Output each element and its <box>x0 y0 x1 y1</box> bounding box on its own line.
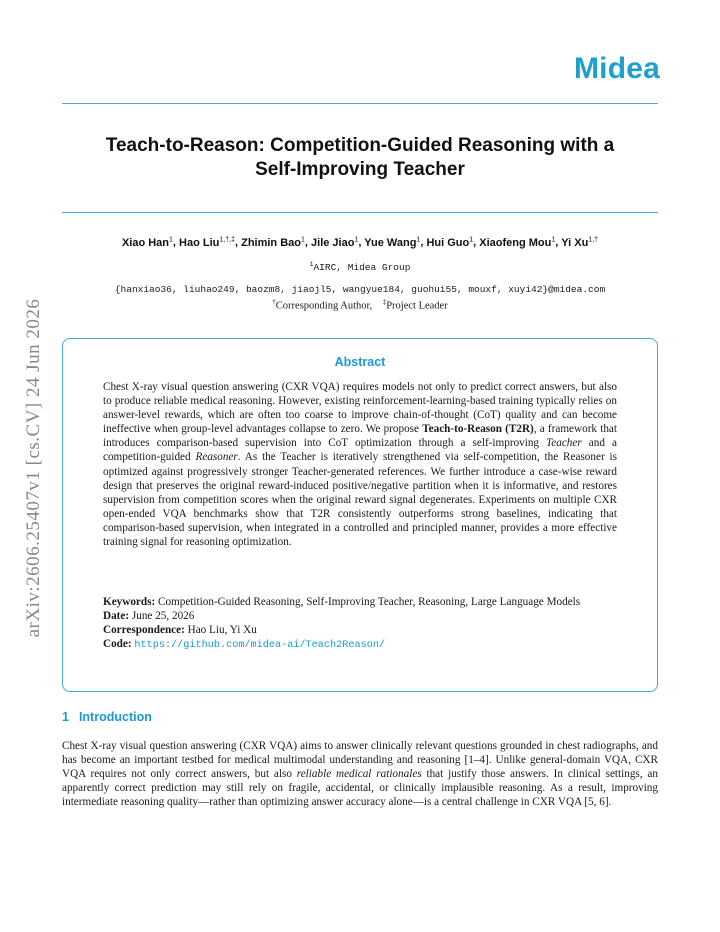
title-line-2: Self-Improving Teacher <box>255 159 465 180</box>
date: Date: June 25, 2026 <box>103 610 195 623</box>
title-line-1: Teach-to-Reason: Competition-Guided Reasoning with a <box>105 135 615 156</box>
author: Zhimin Bao$^1$ <box>241 236 305 249</box>
author: Hao Liu$^{1,\dagger,\ddagger}$ <box>179 236 235 249</box>
author-list: Xiao Han$^1$, Hao Liu$^{1,\dagger,\ddagger}$, Zhimin Bao$^1$, Jile Jiao$^1$, Yue Wang$^1$, Hui Guo$^1$, Xiaofeng Mou$^1$, Yi $Xu^{1,\dagger}$ <box>121 236 599 249</box>
abstract-metadata <box>103 595 617 653</box>
code-link[interactable]: https://github.com/midea-ai/Teach2Reason/ <box>134 640 386 652</box>
abstract-box <box>62 338 658 692</box>
author-emails: {hanxiao36, liuhao249, baozm8, jiaojl5, wangyue184, guohui55, mouxf, xuyi42}@midea.com <box>114 284 606 295</box>
author: Xiaofeng Mou$^1$ <box>479 236 556 249</box>
section-heading-introduction: 1 Introduction <box>62 710 152 724</box>
affiliation: $^1$AIRC, Midea Group <box>309 261 411 274</box>
arxiv-id: arXiv:2606.25407v1 [cs.CV] 24 Jun 2026 <box>23 298 44 638</box>
code: Code: https://github.com/midea-ai/Teach2Reason/ <box>103 638 386 652</box>
title-rule <box>62 212 658 213</box>
midea-logo: Midea <box>573 52 660 85</box>
paper-title <box>62 134 658 182</box>
abstract-body: Chest X-ray visual question answering (CXR VQA) requires models not only to predict correct answers, but also to produce reliable medical reasoning. However, existing reinforcement-learning-based training typically relies on answer-level rewards, which are often too coarse to improve chain-of-thought (CoT) quality and can become ineffective when group-level advantages collapse to zero. We propose Teach-to-Reason (T2R), a framework that introduces comparison-based supervision into CoT optimization through a self-improving Teacher and a competition-guided Reasoner. As the Teacher is iteratively strengthened via self-competition, the Reasoner is optimized against progressively stronger Teacher-generated references. We further introduce a case-wise reward design that preserves the original reward-induced positive/negative partition when it is informative, and restores supervision from competition scores when the original reward signal degenerates. Experiments on multiple CXR open-ended VQA benchmarks show that T2R consistently outperforms strong baselines, indicating that comparison-based supervision, when integrated in a controlled and principled manner, provides a more effective training signal for reasoning optimization. <box>103 381 617 549</box>
method-name: Teach-to-Reason (T2R) <box>422 423 534 436</box>
author-notes: †Corresponding Author, ‡Project Leader <box>272 298 448 312</box>
keywords: Keywords: Competition-Guided Reasoning, Self-Improving Teacher, Reasoning, Large Language Models <box>103 596 581 608</box>
author: Yi $Xu^{1,\dagger}$ <box>561 236 599 249</box>
author: Yue Wang$^1$ <box>364 236 421 249</box>
abstract-heading: Abstract <box>334 355 386 369</box>
author: Jile Jiao$^1$ <box>311 236 359 249</box>
author: Xiao Han$^1$ <box>121 236 173 249</box>
arxiv-sidebar-stamp <box>22 258 46 678</box>
introduction-paragraph: Chest X-ray visual question answering (CXR VQA) aims to answer clinically relevant questions grounded in chest radiographs, and has become an important testbed for medical multimodal understanding and reasoning [1–4]. Unlike general-domain VQA, CXR VQA requires not only correct answers, but also reliable medical rationales that justify those answers. In clinical settings, an apparently correct prediction may still rely on fragile, accidental, or clinically implausible reasoning. As a result, improving intermediate reasoning quality—rather than optimizing answer accuracy alone—is a central challenge in CXR VQA [5, 6]. <box>62 740 658 809</box>
correspondence: Correspondence: Hao Liu, Yi Xu <box>103 624 257 637</box>
author: Hui Guo$^1$ <box>426 236 474 249</box>
header-rule <box>62 103 658 104</box>
